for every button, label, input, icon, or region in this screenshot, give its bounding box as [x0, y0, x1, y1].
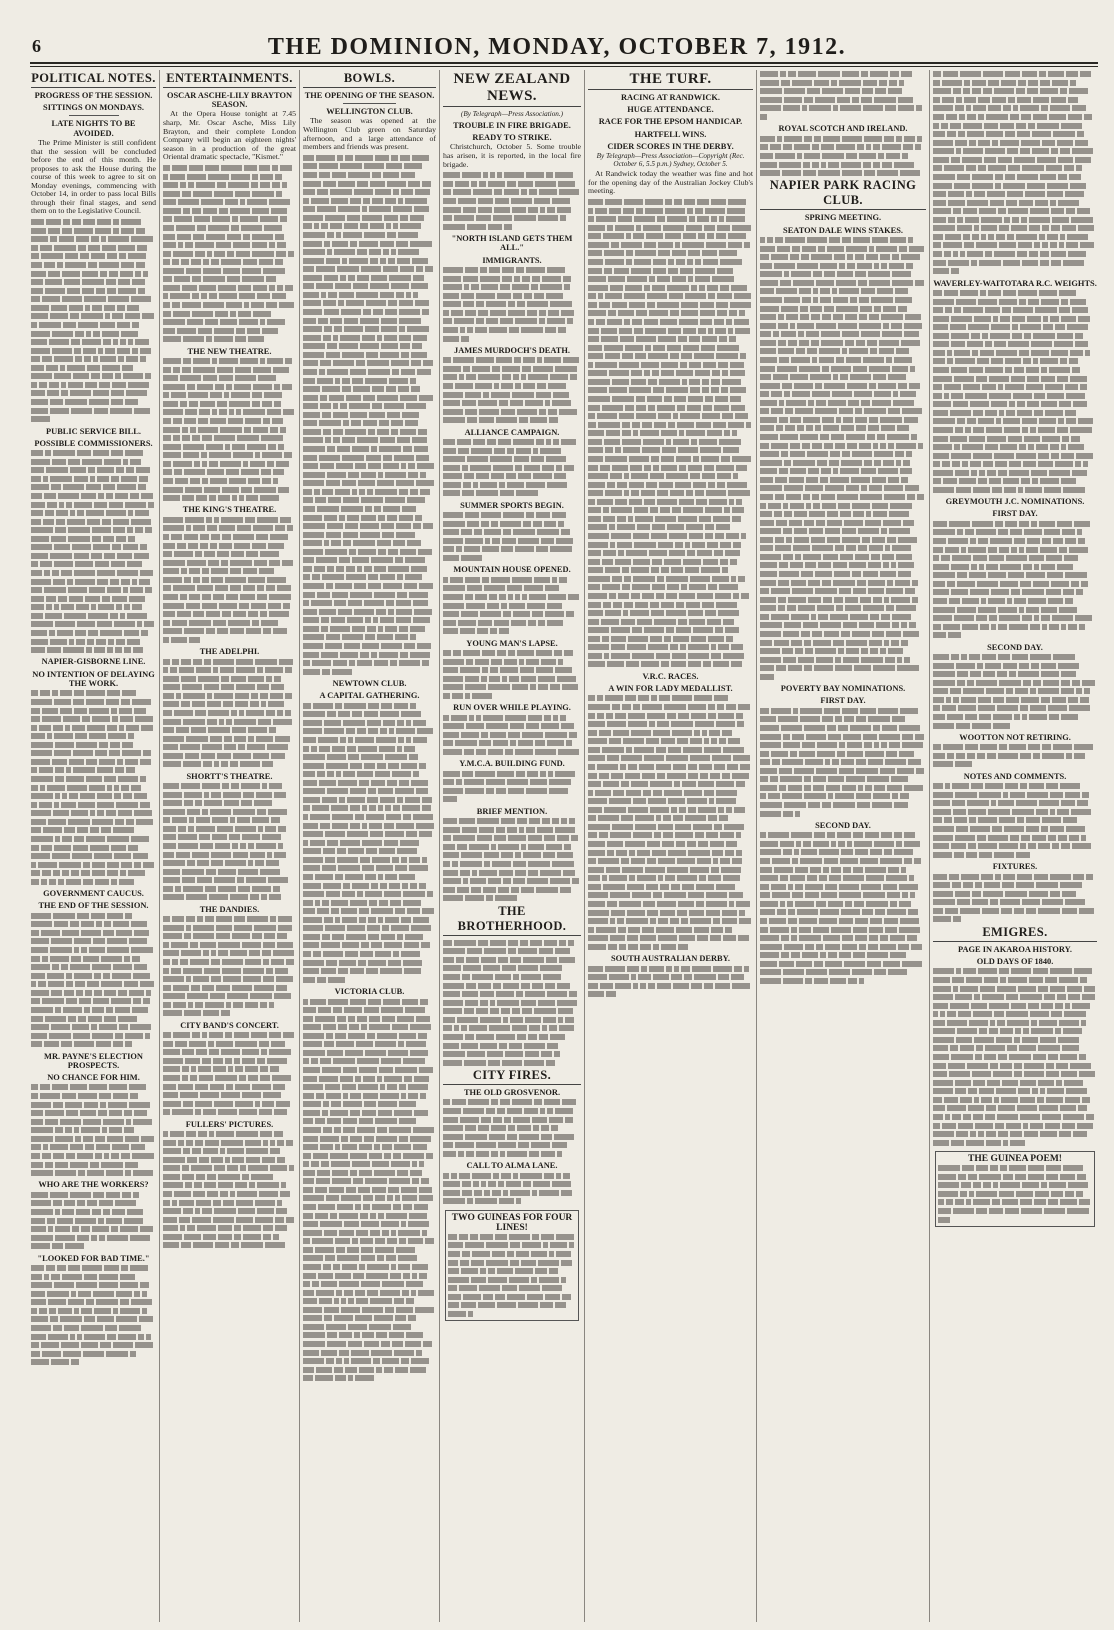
- masthead-rule-thin: [30, 66, 1098, 67]
- subheading: SOUTH AUSTRALIAN DERBY.: [610, 954, 731, 964]
- subheading: PROGRESS OF THE SESSION.: [34, 91, 153, 100]
- subheading: Y.M.C.A. BUILDING FUND.: [459, 759, 565, 769]
- article-body: [303, 997, 436, 1382]
- subheading: PUBLIC SERVICE BILL.: [46, 426, 141, 436]
- article-text: The Prime Minister is still confident that the session will be concluded before the end of this month. He proposes to ask the House during the course of this week to agree to sit on Monday evenings, commencing with October 14, in order to pass local Bills through their final stages, and send them on to the Legislative Council.: [31, 137, 156, 216]
- subheading: FULLERS' PICTURES.: [185, 1119, 274, 1129]
- article-body: [163, 915, 296, 1018]
- subheading: WHO ARE THE WORKERS?: [38, 1180, 149, 1190]
- subheading: FIRST DAY.: [992, 509, 1038, 519]
- section-heading: NEW ZEALAND NEWS.: [443, 71, 581, 107]
- subheading: CALL TO ALMA LANE.: [466, 1161, 558, 1171]
- subheading: CIDER SCORES IN THE DERBY.: [607, 141, 734, 151]
- subheading: POSSIBLE COMMISSIONERS.: [34, 438, 153, 448]
- article-body: [31, 1191, 156, 1251]
- article-body: [163, 1130, 296, 1250]
- section-heading: NAPIER PARK RACING CLUB.: [760, 178, 926, 210]
- advertisement: [935, 1151, 1095, 1227]
- article-body: [443, 576, 581, 636]
- article-body: [443, 713, 581, 756]
- nominations-list: [760, 831, 926, 985]
- masthead: [0, 32, 1114, 60]
- subheading: SECOND DAY.: [815, 820, 871, 830]
- subheading: WELLINGTON CLUB.: [326, 107, 413, 117]
- article-body: [443, 939, 581, 1067]
- article-body: [163, 516, 296, 644]
- column-political-notes: [28, 70, 160, 1622]
- race-results: [760, 135, 926, 178]
- subheading: TROUBLE IN FIRE BRIGADE.: [453, 121, 571, 130]
- article-body: [443, 769, 581, 803]
- article-body: [163, 164, 296, 344]
- fixtures-list: [933, 872, 1097, 923]
- subheading: THE OPENING OF THE SEASON.: [304, 91, 435, 100]
- subheading: IMMIGRANTS.: [482, 255, 542, 265]
- race-results: [588, 198, 753, 669]
- subheading: VICTORIA CLUB.: [334, 987, 405, 997]
- column-racing: [757, 70, 930, 1622]
- subheading: LATE NIGHTS TO BE AVOIDED.: [51, 119, 136, 138]
- article-body: [31, 1264, 156, 1367]
- subheading: A WIN FOR LADY MEDALLIST.: [608, 684, 733, 694]
- byline: (By Telegraph—Press Association.): [460, 110, 564, 118]
- subheading: HUGE ATTENDANCE.: [627, 105, 714, 115]
- article-body: [443, 817, 581, 903]
- subheading: SUMMER SPORTS BEGIN.: [460, 500, 564, 510]
- subheading: "NORTH ISLAND GETS THEM ALL.": [451, 234, 573, 253]
- race-results: [588, 694, 753, 951]
- subheading: THE NEW THEATRE.: [187, 346, 272, 356]
- article-body: [31, 1083, 156, 1177]
- article-body: [163, 657, 296, 768]
- column-new-zealand-news: [440, 70, 585, 1622]
- article-body: [933, 782, 1097, 859]
- race-results: [588, 964, 753, 998]
- subheading: MR. PAYNE'S ELECTION PROSPECTS.: [44, 1051, 143, 1070]
- page-number: 6: [32, 36, 41, 56]
- subheading: OLD DAYS OF 1840.: [976, 956, 1054, 966]
- subheading: ROYAL SCOTCH AND IRELAND.: [778, 124, 908, 134]
- article-body: [31, 689, 156, 886]
- subheading: GREYMOUTH J.C. NOMINATIONS.: [945, 497, 1085, 507]
- columns: [28, 70, 1100, 1622]
- subheading: A CAPITAL GATHERING.: [319, 691, 420, 701]
- section-heading: BOWLS.: [303, 71, 436, 88]
- nominations-list: [933, 653, 1097, 730]
- subheading: YOUNG MAN'S LAPSE.: [466, 638, 558, 648]
- divider: [69, 115, 119, 116]
- article-body: [443, 511, 581, 562]
- article-body: [933, 967, 1097, 1147]
- subheading: SEATON DALE WINS STAKES.: [783, 225, 903, 235]
- subheading: READY TO STRIKE.: [472, 133, 552, 143]
- subheading: WAVERLEY-WAITOTARA R.C. WEIGHTS.: [933, 278, 1097, 288]
- subheading: THE KING'S THEATRE.: [182, 505, 277, 515]
- article-body: [443, 438, 581, 498]
- article-body: [31, 912, 156, 1049]
- article-text: The season was opened at the Wellington Club green on Saturday afternoon, and a large attendance of members and friends was present.: [303, 116, 436, 152]
- article-body: [443, 649, 581, 700]
- subheading: WOOTTON NOT RETIRING.: [959, 732, 1071, 742]
- subheading: PAGE IN AKAROA HISTORY.: [957, 944, 1073, 954]
- article-body: [443, 1171, 581, 1205]
- subheading: THE DANDIES.: [199, 904, 260, 914]
- subheading: "LOOKED FOR BAD TIME.": [37, 1253, 150, 1263]
- section-heading: POLITICAL NOTES.: [31, 71, 156, 88]
- race-weights: [933, 70, 1097, 276]
- subheading: FIXTURES.: [992, 862, 1038, 872]
- subheading: CITY BAND'S CONCERT.: [180, 1020, 279, 1030]
- subheading: V.R.C. RACES.: [642, 671, 699, 681]
- subheading: JAMES MURDOCH'S DEATH.: [454, 345, 570, 355]
- article-body: [31, 218, 156, 424]
- subheading: SPRING MEETING.: [804, 213, 882, 223]
- subheading: MOUNTAIN HOUSE OPENED.: [453, 565, 571, 575]
- subheading: FIRST DAY.: [820, 696, 866, 706]
- subheading: SECOND DAY.: [987, 642, 1043, 652]
- article-body: [443, 1098, 581, 1158]
- subheading: RACING AT RANDWICK.: [620, 93, 721, 102]
- race-results: [760, 236, 926, 681]
- subheading: GOVERNMENT CAUCUS.: [43, 889, 144, 899]
- column-bowls: [300, 70, 440, 1622]
- subheading: SHORTT'S THEATRE.: [186, 771, 273, 781]
- article-body: [443, 171, 581, 231]
- masthead-rule: [30, 62, 1098, 64]
- article-body: [443, 356, 581, 425]
- race-results: [760, 70, 926, 121]
- ad-body: [448, 1233, 576, 1319]
- article-body: [443, 266, 581, 343]
- article-body: [31, 449, 156, 655]
- article-text: At Randwick today the weather was fine and hot for the opening day of the Australian Jockey Club's meeting.: [588, 169, 753, 196]
- subheading: OSCAR ASCHE-LILY BRAYTON SEASON.: [166, 91, 293, 110]
- column-the-turf: [585, 70, 757, 1622]
- section-heading: ENTERTAINMENTS.: [163, 71, 296, 88]
- ad-heading: TWO GUINEAS FOR FOUR LINES!: [451, 1212, 573, 1233]
- subheading: NO CHANCE FOR HIM.: [47, 1073, 140, 1083]
- subheading: NEWTOWN CLUB.: [332, 679, 407, 689]
- column-racing-notes: [930, 70, 1100, 1622]
- subheading: THE ADELPHI.: [199, 647, 260, 657]
- nominations-list: [933, 520, 1097, 640]
- section-heading: THE BROTHERHOOD.: [443, 904, 581, 936]
- section-heading: THE TURF.: [588, 71, 753, 90]
- subheading: THE END OF THE SESSION.: [38, 901, 149, 911]
- nominations-list: [760, 707, 926, 818]
- ad-heading: THE GUINEA POEM!: [968, 1153, 1062, 1164]
- section-heading: CITY FIRES.: [443, 1068, 581, 1085]
- article-body: [303, 702, 436, 985]
- race-weights: [933, 289, 1097, 495]
- article-body: [933, 743, 1097, 769]
- article-body: [163, 782, 296, 902]
- subheading: NO INTENTION OF DELAYING THE WORK.: [32, 669, 155, 688]
- article-body: [303, 154, 436, 676]
- article-text: At the Opera House tonight at 7.45 sharp, Mr. Oscar Asche, Miss Lily Brayton, and their complete London Company will begin an eighteen nights' season in a production of the great Oriental dramatic spectacle, "Kismet.": [163, 109, 296, 162]
- subheading: HARTFELL WINS.: [634, 129, 707, 139]
- subheading: POVERTY BAY NOMINATIONS.: [780, 684, 906, 694]
- subheading: ALLIANCE CAMPAIGN.: [464, 427, 560, 437]
- subheading: BRIEF MENTION.: [476, 806, 548, 816]
- divider: [343, 103, 396, 104]
- byline: By Telegraph—Press Association—Copyright (Rec. October 6, 5.5 p.m.) Sydney, October 5.: [596, 152, 745, 169]
- advertisement: [445, 1210, 579, 1322]
- column-entertainments: [160, 70, 300, 1622]
- subheading: RACE FOR THE EPSOM HANDICAP.: [598, 117, 743, 127]
- subheading: NOTES AND COMMENTS.: [963, 771, 1067, 781]
- section-heading: EMIGRES.: [933, 925, 1097, 942]
- article-text: Christchurch, October 5. Some trouble has arisen, it is reported, in the local fire brigade.: [443, 142, 581, 169]
- subheading: NAPIER-GISBORNE LINE.: [41, 657, 146, 667]
- article-body: [163, 357, 296, 503]
- subheading: RUN OVER WHILE PLAYING.: [453, 703, 571, 713]
- article-body: [163, 1031, 296, 1117]
- subheading: SITTINGS ON MONDAYS.: [43, 103, 144, 113]
- newspaper-title: THE DOMINION, MONDAY, OCTOBER 7, 1912.: [267, 34, 847, 60]
- ad-body: [938, 1164, 1092, 1224]
- subheading: THE OLD GROSVENOR.: [463, 1087, 561, 1097]
